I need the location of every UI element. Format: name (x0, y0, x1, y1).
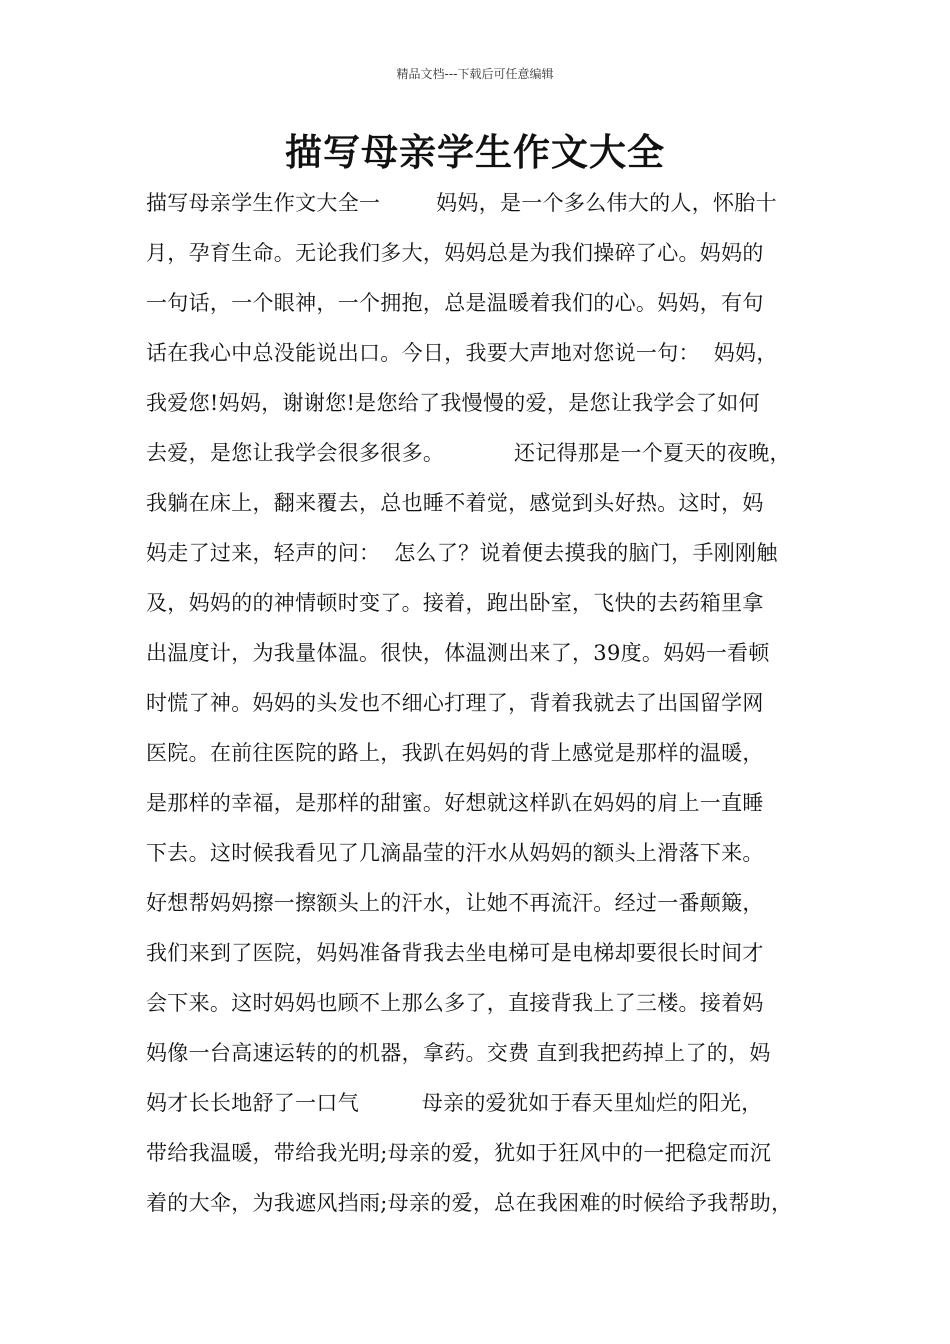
body-line: 我爱您!妈妈，谢谢您!是您给了我慢慢的爱，是您让我学会了如何 (146, 391, 760, 415)
body-line: 会下来。这时妈妈也顾不上那么多了，直接背我上了三楼。接着妈 (146, 991, 764, 1015)
body-line: 妈像一台高速运转的的机器，拿药。交费 直到我把药掉上了的，妈 (146, 1041, 771, 1065)
document-body (146, 178, 826, 1228)
body-line: 出温度计，为我量体温。很快，体温测出来了，39度。妈妈一看顿 (146, 641, 770, 665)
body-line: 是那样的幸福，是那样的甜蜜。好想就这样趴在妈妈的肩上一直睡 (146, 791, 764, 815)
body-line: 好想帮妈妈擦一擦额头上的汗水，让她不再流汗。经过一番颠簸， (146, 891, 764, 915)
body-line: 妈才长长地舒了一口气 母亲的爱犹如于春天里灿烂的阳光， (146, 1091, 763, 1115)
body-line: 带给我温暖，带给我光明;母亲的爱，犹如于狂风中的一把稳定而沉 (146, 1141, 772, 1165)
body-line: 描写母亲学生作文大全一 妈妈，是一个多么伟大的人，怀胎十 (146, 191, 777, 215)
document-title: 描写母亲学生作文大全 (285, 131, 665, 174)
body-line: 时慌了神。妈妈的头发也不细心打理了，背着我就去了出国留学网 (146, 691, 764, 715)
body-line: 妈走了过来，轻声的问： 怎么了？说着便去摸我的脑门，手刚刚触 (146, 541, 778, 565)
body-line: 下去。这时候我看见了几滴晶莹的汗水从妈妈的额头上滑落下来。 (146, 841, 764, 865)
body-line: 月，孕育生命。无论我们多大，妈妈总是为我们操碎了心。妈妈的 (146, 241, 764, 265)
body-line: 及，妈妈的的神情顿时变了。接着，跑出卧室，飞快的去药箱里拿 (146, 591, 764, 615)
body-line: 我们来到了医院，妈妈准备背我去坐电梯可是电梯却要很长时间才 (146, 941, 764, 965)
body-line: 话在我心中总没能说出口。今日，我要大声地对您说一句： 妈妈， (146, 341, 778, 365)
body-line: 一句话，一个眼神，一个拥抱，总是温暖着我们的心。妈妈，有句 (146, 291, 764, 315)
page-header-watermark: 精品文档---下载后可任意编辑 (396, 67, 554, 81)
body-line: 着的大伞，为我遮风挡雨;母亲的爱，总在我困难的时候给予我帮助， (146, 1191, 793, 1215)
body-line: 医院。在前往医院的路上，我趴在妈妈的背上感觉是那样的温暖， (146, 741, 764, 765)
body-line: 去爱，是您让我学会很多很多。 还记得那是一个夏天的夜晚， (146, 441, 791, 465)
body-line: 我躺在床上，翻来覆去，总也睡不着觉，感觉到头好热。这时，妈 (146, 491, 764, 515)
